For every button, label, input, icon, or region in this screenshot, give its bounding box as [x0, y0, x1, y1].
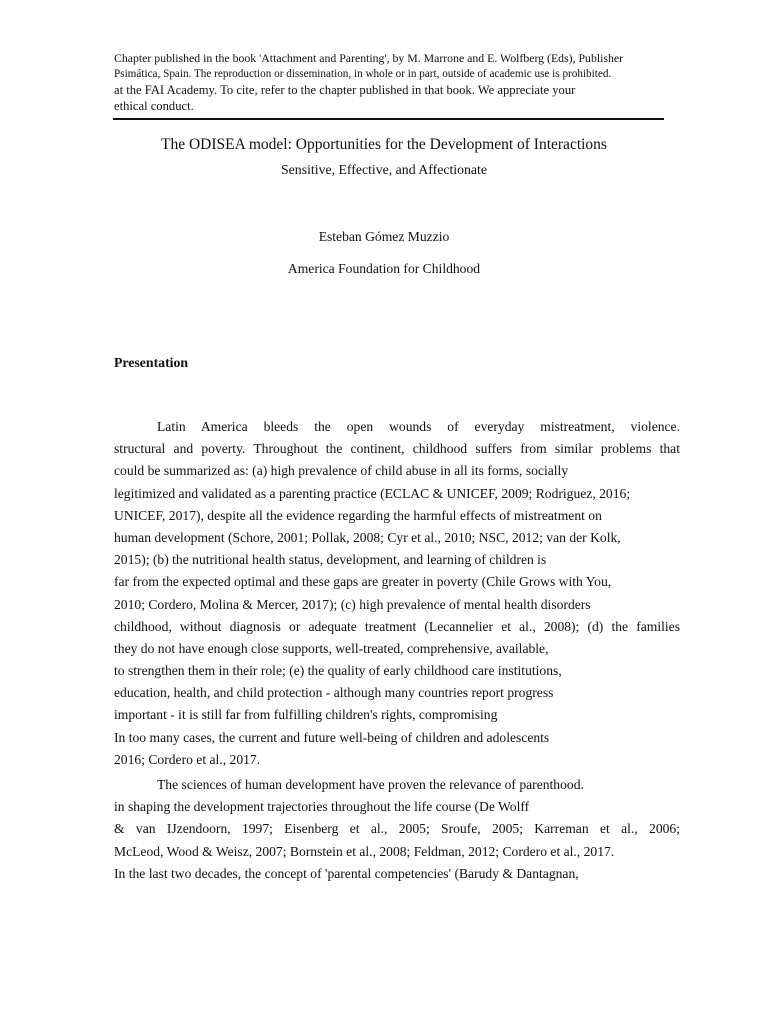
header-notice: [114, 50, 674, 114]
text-line: The sciences of human development have proven the relevance of parenthood.: [157, 777, 584, 792]
text-line: 2016; Cordero et al., 2017.: [114, 751, 261, 767]
chapter-subtitle: Sensitive, Effective, and Affectionate: [281, 162, 487, 177]
text-line: Latin America bleeds the open wounds of everyday mistreatment, violence.: [157, 419, 680, 434]
text-line: UNICEF, 2017), despite all the evidence regarding the harmful effects of mistreatment on: [114, 507, 602, 523]
chapter-title: The ODISEA model: Opportunities for the Development of Interactions: [161, 136, 607, 153]
header-divider: [113, 118, 664, 120]
text-line: they do not have enough close supports, well-treated, comprehensive, available,: [114, 640, 549, 656]
section-heading: Presentation: [114, 355, 189, 370]
text-line: far from the expected optimal and these gaps are greater in poverty (Chile Grows with You,: [114, 574, 612, 590]
text-line: In the last two decades, the concept of 'parental competencies' (Barudy & Dantagnan,: [114, 865, 579, 881]
text-line: childhood, without diagnosis or adequate treatment (Lecannelier et al., 2008); (d) the families: [114, 618, 680, 634]
text-line: McLeod, Wood & Weisz, 2007; Bornstein et al., 2008; Feldman, 2012; Cordero et al., 2017.: [114, 843, 615, 859]
text-line: education, health, and child protection - although many countries report progress: [114, 685, 554, 701]
text-line: in shaping the development trajectories throughout the life course (De Wolff: [114, 799, 530, 815]
text-line: important - it is still far from fulfilling children's rights, compromising: [114, 707, 498, 723]
header-notice-line: Psimática, Spain. The reproduction or dissemination, in whole or in part, outside of academic use is prohibited.: [114, 68, 612, 80]
header-notice-line: ethical conduct.: [114, 99, 194, 113]
text-line: to strengthen them in their role; (e) the quality of early childhood care institutions,: [114, 663, 562, 679]
author-name: Esteban Gómez Muzzio: [318, 229, 450, 244]
text-line: & van IJzendoorn, 1997; Eisenberg et al., 2005; Sroufe, 2005; Karreman et al., 2006;: [114, 821, 680, 837]
paragraph-1: [114, 416, 680, 771]
text-line: 2010; Cordero, Molina & Mercer, 2017); (c) high prevalence of mental health disorders: [114, 596, 591, 612]
text-line: 2015); (b) the nutritional health status, development, and learning of children is: [114, 552, 547, 568]
text-line: human development (Schore, 2001; Pollak, 2008; Cyr et al., 2010; NSC, 2012; van der Kolk,: [114, 529, 621, 545]
text-line: structural and poverty. Throughout the continent, childhood suffers from similar problems that: [114, 441, 680, 457]
header-notice-line: at the FAI Academy. To cite, refer to the chapter published in that book. We appreciate your: [114, 83, 576, 97]
text-line: legitimized and validated as a parenting practice (ECLAC & UNICEF, 2009; Rodriguez, 2016;: [114, 485, 631, 501]
paragraph-2: [114, 774, 680, 885]
author-affiliation: America Foundation for Childhood: [287, 261, 481, 276]
text-line: could be summarized as: (a) high prevalence of child abuse in all its forms, socially: [114, 463, 569, 479]
text-line: In too many cases, the current and future well-being of children and adolescents: [114, 729, 550, 745]
header-notice-line: Chapter published in the book 'Attachment and Parenting', by M. Marrone and E. Wolfberg (Eds), Publisher: [114, 51, 624, 65]
